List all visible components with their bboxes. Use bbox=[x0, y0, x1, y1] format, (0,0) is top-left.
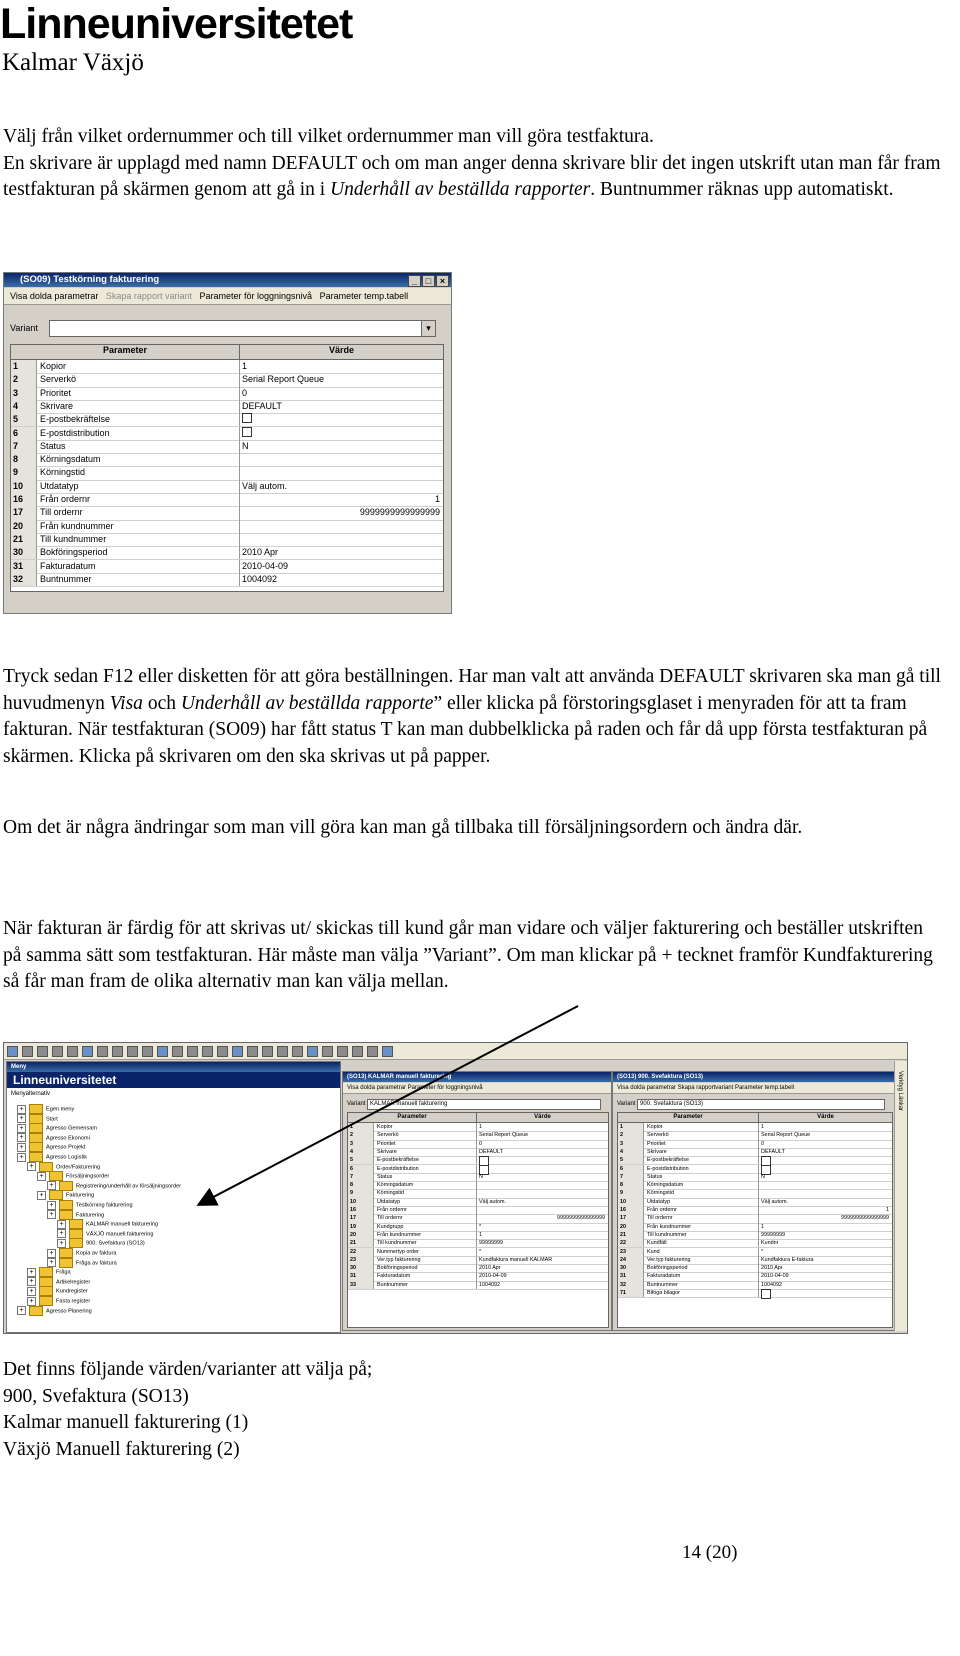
variants-intro: Det finns följande värden/varianter att välja på; bbox=[3, 1359, 373, 1380]
tree-item-label: Fråga bbox=[56, 1269, 71, 1276]
tree-item-label: 900. Svefaktura (SO13) bbox=[86, 1240, 145, 1247]
menu-panel-title: Meny bbox=[7, 1062, 340, 1072]
minimize-icon[interactable]: _ bbox=[408, 275, 421, 287]
row-number: 24 bbox=[618, 1256, 644, 1264]
row-number: 30 bbox=[618, 1264, 644, 1272]
row-parameter: Fakturadatum bbox=[377, 1273, 411, 1280]
row-value[interactable]: DEFAULT bbox=[242, 400, 282, 411]
variants-paragraph bbox=[3, 1357, 943, 1463]
row-number: 6 bbox=[11, 427, 37, 440]
variant-vaxjo: Växjö Manuell fakturering (2) bbox=[3, 1438, 240, 1460]
instructions-part-1: Tryck sedan F12 eller disketten för att göra beställningen. Har man valt att använda DEFAULT skrivaren ska man gå till huvudmenyn bbox=[3, 666, 941, 714]
row-number: 32 bbox=[618, 1281, 644, 1289]
row-value[interactable]: 2010-04-09 bbox=[761, 1273, 789, 1280]
svefaktura-menubar[interactable]: Visa dolda parametrar Skapa rapportvariant Parameter temp.tabell bbox=[613, 1083, 895, 1094]
expand-icon[interactable]: + bbox=[47, 1258, 56, 1267]
row-parameter: Serverkö bbox=[647, 1132, 669, 1139]
intro-line-1: Välj från vilket ordernummer och till vilket ordernummer man vill göra testfaktura. bbox=[3, 126, 654, 147]
expand-icon[interactable]: + bbox=[37, 1191, 46, 1200]
row-parameter: Utdatatyp bbox=[40, 480, 79, 491]
row-number: 21 bbox=[348, 1239, 374, 1247]
expand-icon[interactable]: + bbox=[47, 1201, 56, 1210]
instructions-underhall: Underhåll av beställda rapporte bbox=[180, 692, 434, 714]
row-parameter: Prioritet bbox=[647, 1140, 666, 1147]
row-value[interactable]: 99999999 bbox=[479, 1240, 503, 1247]
row-value[interactable]: 1004092 bbox=[761, 1281, 782, 1288]
row-value[interactable]: Kundfaktura E-faktura bbox=[761, 1256, 814, 1263]
row-value[interactable]: Välj autom. bbox=[242, 480, 288, 491]
expand-icon[interactable]: + bbox=[17, 1133, 26, 1142]
row-number: 17 bbox=[348, 1214, 374, 1222]
row-value[interactable]: 1 bbox=[242, 361, 248, 371]
row-number: 10 bbox=[11, 480, 37, 493]
row-parameter: E-postdistribution bbox=[647, 1165, 689, 1172]
row-parameter: Fakturadatum bbox=[647, 1273, 681, 1280]
instructions-part-3: ” eller klicka på förstoringsglaset i menyraden för att ta fram fakturan. När testfakturan (SO09) har fått status T kan man dubbelklicka på raden och får då upp första testfakturan på skärmen. Klicka på skrivaren om den ska skrivas ut på papper. bbox=[3, 692, 928, 767]
row-value[interactable]: 1 bbox=[479, 1124, 482, 1130]
row-parameter: Buntnummer bbox=[647, 1281, 678, 1288]
row-number: 31 bbox=[348, 1272, 374, 1280]
row-parameter: Utdatatyp bbox=[647, 1198, 671, 1205]
row-parameter: Ver.typ fakturering bbox=[647, 1256, 691, 1263]
row-value[interactable]: 2010-04-09 bbox=[242, 560, 289, 571]
svefaktura-window-title: (SO13) 900. Svefaktura (SO13) bbox=[613, 1072, 895, 1082]
row-number: 5 bbox=[348, 1156, 374, 1164]
col-parameter: Parameter bbox=[11, 345, 239, 360]
chevron-down-icon[interactable]: ▾ bbox=[421, 321, 435, 336]
row-value[interactable]: 0 bbox=[242, 387, 248, 398]
row-parameter: Till kundnummer bbox=[647, 1231, 687, 1238]
tree-item-label: Egen meny bbox=[46, 1106, 75, 1113]
row-parameter: Status bbox=[647, 1173, 663, 1180]
expand-icon[interactable]: + bbox=[57, 1239, 66, 1248]
row-parameter: Kopior bbox=[647, 1124, 663, 1130]
window-title: (SO09) Testkörning fakturering bbox=[20, 274, 160, 285]
tree-item-label: Kopia av faktura bbox=[76, 1250, 117, 1257]
row-parameter: Utdatatyp bbox=[377, 1198, 401, 1205]
expand-icon[interactable]: + bbox=[57, 1229, 66, 1238]
row-number: 1 bbox=[11, 360, 37, 373]
row-number: 2 bbox=[348, 1131, 374, 1139]
tree-item-label: Agresso Ekonomi bbox=[46, 1135, 90, 1142]
row-parameter: Prioritet bbox=[377, 1140, 396, 1147]
row-number: 9 bbox=[348, 1189, 374, 1197]
row-value[interactable]: 9999999999999999 bbox=[841, 1215, 889, 1222]
row-parameter: Kundgrupp bbox=[377, 1223, 404, 1230]
intro-text: En skrivare är upplagd med namn DEFAULT och om man anger denna skrivare blir det ingen utskrift utan man får fram testfakturan på skärmen genom att gå in i bbox=[3, 152, 941, 200]
row-value[interactable]: 1004092 bbox=[479, 1281, 500, 1288]
expand-icon[interactable]: + bbox=[57, 1220, 66, 1229]
row-number: 31 bbox=[618, 1272, 644, 1280]
row-number: 3 bbox=[11, 387, 37, 400]
row-number: 22 bbox=[618, 1239, 644, 1247]
tree-item-label: Agresso Logistik bbox=[46, 1154, 88, 1161]
tree-item-label: Agresso Projekt bbox=[46, 1144, 86, 1151]
row-value[interactable]: Serial Report Queue bbox=[761, 1132, 811, 1139]
row-value[interactable]: DEFAULT bbox=[479, 1148, 503, 1155]
row-parameter: Serverkö bbox=[377, 1132, 399, 1139]
expand-icon[interactable]: + bbox=[17, 1105, 26, 1114]
variant-svefaktura: 900, Svefaktura (SO13) bbox=[3, 1385, 189, 1407]
row-value[interactable]: 2010 Apr bbox=[761, 1265, 783, 1272]
row-parameter: Från kundnummer bbox=[377, 1231, 422, 1238]
expand-icon[interactable]: + bbox=[27, 1287, 36, 1296]
tree-item-label: Fakturering bbox=[76, 1212, 105, 1219]
row-parameter: Kund bbox=[647, 1248, 660, 1255]
row-parameter: E-postdistribution bbox=[377, 1165, 419, 1172]
tree-item-label: Agresso Planering bbox=[46, 1308, 92, 1315]
side-tabs-label: Verktyg Länkar bbox=[897, 1071, 903, 1112]
row-parameter: Till ordernr bbox=[647, 1215, 673, 1222]
row-value[interactable]: 2010 Apr bbox=[479, 1265, 501, 1272]
row-parameter: Från ordernr bbox=[40, 494, 91, 504]
row-number: 4 bbox=[618, 1148, 644, 1156]
row-number: 4 bbox=[348, 1148, 374, 1156]
tree-item-label: Registrering/underhåll av försäljningsorder bbox=[76, 1183, 182, 1190]
expand-icon[interactable]: + bbox=[17, 1153, 26, 1162]
row-parameter: Skrivare bbox=[377, 1148, 397, 1155]
row-parameter: Status bbox=[377, 1173, 393, 1180]
tree-item-label: VÄXJÖ manuell fakturering bbox=[86, 1231, 154, 1238]
row-parameter: E-postdistribution bbox=[40, 427, 110, 438]
row-value[interactable]: N bbox=[761, 1173, 765, 1180]
row-value[interactable]: N bbox=[479, 1173, 483, 1180]
row-parameter: Körningsdatum bbox=[377, 1182, 414, 1189]
row-value[interactable]: 1 bbox=[761, 1223, 764, 1230]
tree-item-label: Testkörning fakturering bbox=[76, 1202, 133, 1209]
row-parameter: Kopior bbox=[377, 1124, 393, 1130]
row-value[interactable]: * bbox=[479, 1223, 482, 1230]
row-number: 20 bbox=[618, 1223, 644, 1231]
row-parameter: Körningstid bbox=[377, 1190, 404, 1197]
row-value[interactable]: N bbox=[242, 440, 249, 451]
row-parameter: Status bbox=[40, 440, 66, 451]
row-number: 3 bbox=[618, 1140, 644, 1148]
expand-icon[interactable]: + bbox=[47, 1181, 56, 1190]
row-parameter: Prioritet bbox=[40, 387, 72, 398]
row-number: 1 bbox=[618, 1123, 644, 1131]
svefaktura-variant-value: 900. Svefaktura (SO13) bbox=[640, 1101, 704, 1107]
row-number: 1 bbox=[348, 1123, 374, 1131]
row-number: 16 bbox=[348, 1206, 374, 1214]
row-number: 71 bbox=[618, 1289, 644, 1297]
row-parameter: E-postbekräftelse bbox=[40, 414, 111, 425]
row-number: 7 bbox=[348, 1173, 374, 1181]
row-value[interactable]: * bbox=[479, 1248, 482, 1255]
svefaktura-col-value: Värde bbox=[758, 1113, 892, 1123]
row-value[interactable]: Kundnr bbox=[761, 1240, 779, 1247]
instructions-part-2: och bbox=[142, 692, 181, 714]
expand-icon[interactable]: + bbox=[27, 1162, 36, 1171]
row-parameter: Bifoga bilagor bbox=[647, 1290, 680, 1296]
tree-item-label: Start bbox=[46, 1116, 58, 1123]
row-parameter: Bokföringsperiod bbox=[647, 1265, 688, 1272]
row-parameter: Buntnummer bbox=[40, 573, 92, 584]
kalmar-variant-value: KALMAR manuell fakturering bbox=[370, 1101, 448, 1107]
row-number: 9 bbox=[618, 1189, 644, 1197]
expand-icon[interactable]: + bbox=[47, 1210, 56, 1219]
row-number: 10 bbox=[618, 1198, 644, 1206]
row-number: 2 bbox=[11, 373, 37, 386]
row-number: 2 bbox=[618, 1131, 644, 1139]
row-value[interactable]: 0 bbox=[479, 1140, 482, 1147]
row-parameter: Från kundnummer bbox=[40, 520, 114, 531]
tree-item-label: Kundregister bbox=[56, 1288, 88, 1295]
row-parameter: Buntnummer bbox=[377, 1281, 408, 1288]
row-parameter: Från ordernr bbox=[647, 1207, 677, 1213]
row-number: 16 bbox=[11, 493, 37, 506]
row-value[interactable]: Serial Report Queue bbox=[242, 374, 325, 385]
row-number: 9 bbox=[11, 466, 37, 479]
row-parameter: Kundfält bbox=[647, 1240, 667, 1247]
row-parameter: Till kundnummer bbox=[377, 1240, 417, 1247]
kalmar-window-title: (SO13) KALMAR manuell fakturering bbox=[343, 1072, 611, 1082]
tree-item-label: Agresso Gemensam bbox=[46, 1125, 97, 1132]
row-parameter: Nummertyp order bbox=[377, 1248, 419, 1255]
menu-temp-tabell[interactable]: Parameter temp.tabell bbox=[319, 291, 409, 301]
row-parameter: Till ordernr bbox=[377, 1215, 403, 1222]
row-number: 33 bbox=[348, 1281, 374, 1289]
row-number: 30 bbox=[348, 1264, 374, 1272]
row-value[interactable]: DEFAULT bbox=[761, 1148, 785, 1155]
row-value[interactable]: Serial Report Queue bbox=[479, 1132, 529, 1139]
row-number: 3 bbox=[348, 1140, 374, 1148]
row-number: 16 bbox=[618, 1206, 644, 1214]
expand-icon[interactable]: + bbox=[37, 1172, 46, 1181]
row-value[interactable]: 9999999999999999 bbox=[557, 1215, 605, 1222]
close-icon[interactable]: × bbox=[436, 275, 449, 287]
tree-item-label: Försäljningsorder bbox=[66, 1173, 110, 1180]
invoicing-text: När fakturan är färdig för att skrivas ut/ skickas till kund går man vidare och väljer fakturering och beställer utskriften på samma sätt som testfakturan. Här måste man välja ”Variant”. Om man klickar på + tecknet framför Kundfakturering så får man fram de olika alternativ man kan välja mellan. bbox=[3, 918, 933, 992]
row-number: 22 bbox=[348, 1248, 374, 1256]
row-number: 31 bbox=[11, 560, 37, 573]
row-parameter: Serverkö bbox=[40, 374, 77, 385]
menu-visa-dolda[interactable]: Visa dolda parametrar bbox=[10, 291, 99, 301]
row-value[interactable]: 2010-04-09 bbox=[479, 1273, 507, 1280]
row-parameter: E-postbekräftelse bbox=[647, 1157, 689, 1164]
row-value[interactable]: 1004092 bbox=[242, 573, 278, 584]
row-number: 8 bbox=[618, 1181, 644, 1189]
menu-loggningsniva[interactable]: Parameter för loggningsnivå bbox=[199, 291, 313, 301]
tree-item-label: Fråga av faktura bbox=[76, 1260, 117, 1267]
row-number: 7 bbox=[618, 1173, 644, 1181]
maximize-icon[interactable]: □ bbox=[422, 275, 435, 287]
row-number: 30 bbox=[11, 546, 37, 559]
kalmar-col-value: Värde bbox=[476, 1113, 608, 1123]
row-number: 23 bbox=[618, 1248, 644, 1256]
row-number: 6 bbox=[348, 1165, 374, 1173]
expand-icon[interactable]: + bbox=[27, 1277, 36, 1286]
row-value[interactable]: 1 bbox=[479, 1231, 482, 1238]
row-parameter: Bokföringsperiod bbox=[40, 547, 108, 558]
tree-item-label: KALMAR manuell fakturering bbox=[86, 1221, 159, 1228]
logo-subtitle: Kalmar Växjö bbox=[2, 49, 144, 76]
row-parameter: Skrivare bbox=[647, 1148, 667, 1155]
row-value[interactable]: 2010 Apr bbox=[242, 547, 279, 558]
row-number: 21 bbox=[11, 533, 37, 546]
page-number: 14 (20) bbox=[682, 1542, 738, 1563]
row-parameter: Ver.typ fakturering bbox=[377, 1256, 421, 1263]
row-value[interactable]: 1 bbox=[761, 1124, 764, 1130]
instructions-visa: Visa bbox=[109, 692, 143, 714]
menu-skapa-variant[interactable]: Skapa rapport variant bbox=[105, 291, 192, 301]
expand-icon[interactable]: + bbox=[17, 1143, 26, 1152]
row-parameter: Fakturadatum bbox=[40, 560, 96, 571]
expand-icon[interactable]: + bbox=[27, 1297, 36, 1306]
kalmar-variant-label: Variant bbox=[347, 1101, 366, 1107]
intro-italic: Underhåll av beställda rapporter bbox=[330, 179, 591, 200]
row-parameter: Körningstid bbox=[40, 467, 86, 478]
row-parameter: Från ordernr bbox=[377, 1207, 407, 1213]
menu-tab-alternativ[interactable]: Menyalternativ bbox=[11, 1091, 51, 1097]
expand-icon[interactable]: + bbox=[17, 1114, 26, 1123]
row-number: 20 bbox=[11, 520, 37, 533]
row-number: 23 bbox=[348, 1256, 374, 1264]
row-value[interactable]: 1 bbox=[886, 1207, 889, 1213]
row-number: 4 bbox=[11, 400, 37, 413]
row-parameter: E-postbekräftelse bbox=[377, 1157, 419, 1164]
row-number: 17 bbox=[11, 506, 37, 519]
svefaktura-col-parameter: Parameter bbox=[618, 1113, 758, 1123]
tree-item-label: Fakturering bbox=[66, 1192, 95, 1199]
tree-item-label: Fasta register bbox=[56, 1298, 91, 1305]
row-number: 5 bbox=[11, 413, 37, 426]
tree-item-label: Artikelregister bbox=[56, 1279, 91, 1286]
row-number: 10 bbox=[348, 1198, 374, 1206]
expand-icon[interactable]: + bbox=[17, 1306, 26, 1315]
row-value[interactable]: Kundfaktura manuell KALMAR bbox=[479, 1256, 553, 1263]
row-parameter: Kopior bbox=[40, 361, 67, 371]
row-number: 8 bbox=[348, 1181, 374, 1189]
row-parameter: Till ordernr bbox=[40, 507, 83, 518]
row-parameter: Bokföringsperiod bbox=[377, 1265, 418, 1272]
row-value[interactable]: 99999999 bbox=[761, 1231, 785, 1238]
variant-kalmar: Kalmar manuell fakturering (1) bbox=[3, 1412, 249, 1433]
changes-text: Om det är några ändringar som man vill göra kan man gå tillbaka till försäljningsordern och ändra där. bbox=[3, 817, 803, 838]
row-number: 7 bbox=[11, 440, 37, 453]
row-number: 5 bbox=[618, 1156, 644, 1164]
logo-linneuniversitetet: Linneuniversitetet bbox=[0, 0, 353, 48]
row-parameter: Körningstid bbox=[647, 1190, 674, 1197]
row-number: 19 bbox=[348, 1223, 374, 1231]
row-parameter: Till kundnummer bbox=[40, 533, 107, 544]
expand-icon[interactable]: + bbox=[27, 1268, 36, 1277]
expand-icon[interactable]: + bbox=[17, 1124, 26, 1133]
row-value[interactable]: * bbox=[761, 1248, 764, 1255]
row-number: 21 bbox=[618, 1231, 644, 1239]
row-value[interactable]: Välj autom. bbox=[479, 1198, 506, 1205]
arrow-line bbox=[200, 1006, 578, 1204]
row-number: 17 bbox=[618, 1214, 644, 1222]
row-parameter: Körningsdatum bbox=[647, 1182, 684, 1189]
svefaktura-variant-label: Variant bbox=[617, 1101, 636, 1107]
row-parameter: Från kundnummer bbox=[647, 1223, 692, 1230]
row-number: 8 bbox=[11, 453, 37, 466]
tree-item-label: Order/Fakturering bbox=[56, 1164, 101, 1171]
col-value: Värde bbox=[239, 345, 443, 360]
kalmar-col-parameter: Parameter bbox=[348, 1113, 476, 1123]
row-parameter: Körningsdatum bbox=[40, 454, 101, 465]
row-value[interactable]: 9999999999999999 bbox=[359, 507, 440, 518]
menu-brand: Linneuniversitetet bbox=[7, 1072, 340, 1088]
row-value[interactable]: 0 bbox=[761, 1140, 764, 1147]
intro-end: . Buntnummer räknas upp automatiskt. bbox=[590, 179, 894, 200]
variant-label: Variant bbox=[10, 323, 38, 333]
row-number: 20 bbox=[348, 1231, 374, 1239]
row-value[interactable]: 1 bbox=[434, 494, 440, 504]
row-number: 32 bbox=[11, 573, 37, 586]
kalmar-menubar[interactable]: Visa dolda parametrar Parameter för loggningsnivå bbox=[343, 1083, 611, 1094]
row-value[interactable]: Välj autom. bbox=[761, 1198, 788, 1205]
expand-icon[interactable]: + bbox=[47, 1249, 56, 1258]
row-number: 6 bbox=[618, 1165, 644, 1173]
row-parameter: Skrivare bbox=[40, 400, 74, 411]
